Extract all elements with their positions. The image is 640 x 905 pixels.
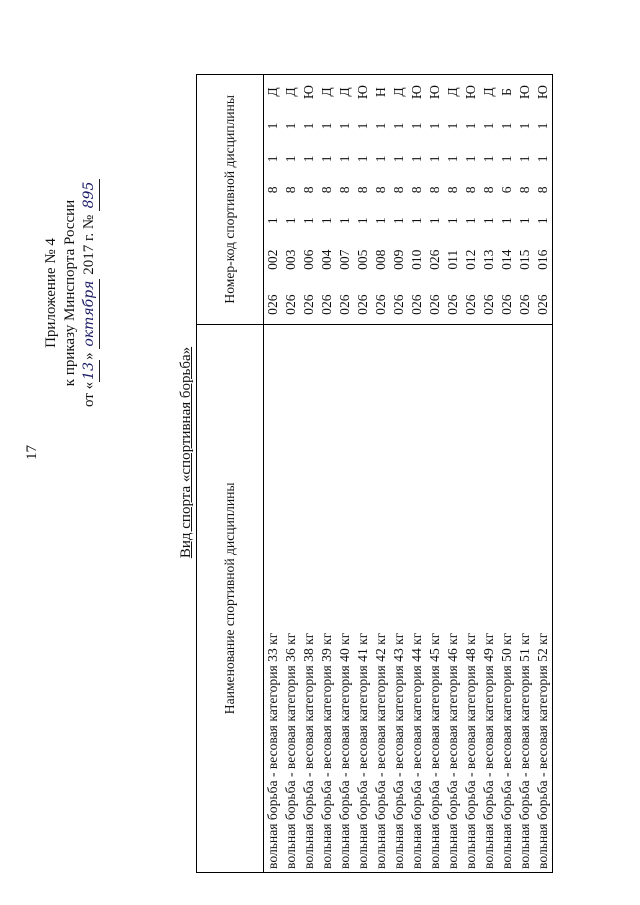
discipline-code-cell — [426, 75, 444, 325]
code-part: 016 — [535, 249, 550, 270]
code-part: 011 — [445, 249, 460, 270]
code-part: 003 — [283, 249, 298, 270]
code-part: 1 — [427, 155, 442, 163]
discipline-name-cell: вольная борьба - весовая категория 48 кг — [462, 324, 480, 872]
code-part: 026 — [409, 294, 424, 315]
code-part: 8 — [409, 186, 424, 194]
table-row — [282, 75, 300, 873]
discipline-name-cell: вольная борьба - весовая категория 39 кг — [318, 324, 336, 872]
code-parts — [354, 79, 372, 320]
code-part: 1 — [445, 217, 460, 225]
code-part: 013 — [481, 249, 496, 270]
table-row — [300, 75, 318, 873]
code-part: 1 — [535, 217, 550, 225]
code-part: 1 — [463, 155, 478, 163]
table-row — [462, 75, 480, 873]
code-part: 1 — [409, 122, 424, 130]
header-discipline-code: Номер-код спортивной дисциплины — [197, 75, 264, 325]
appendix-date-line — [80, 128, 100, 458]
code-part: 1 — [283, 217, 298, 225]
discipline-name-cell: вольная борьба - весовая категория 44 кг — [408, 324, 426, 872]
code-part: 1 — [463, 122, 478, 130]
code-part: 1 — [355, 122, 370, 130]
code-part: 8 — [427, 186, 442, 194]
code-part: 006 — [301, 249, 316, 270]
code-parts — [300, 79, 318, 320]
code-part: 1 — [517, 155, 532, 163]
table-row — [426, 75, 444, 873]
discipline-code-cell — [516, 75, 534, 325]
code-part: 8 — [265, 186, 280, 194]
code-part: 1 — [301, 155, 316, 163]
code-parts — [444, 79, 462, 320]
code-part: 026 — [517, 294, 532, 315]
code-parts — [534, 79, 552, 320]
code-part: 026 — [319, 294, 334, 315]
discipline-name-cell: вольная борьба - весовая категория 45 кг — [426, 324, 444, 872]
code-part: Д — [391, 87, 406, 97]
code-part: 8 — [481, 186, 496, 194]
code-part: 026 — [427, 249, 442, 270]
code-parts — [336, 79, 354, 320]
code-part: 1 — [391, 122, 406, 130]
appendix-order-ref: к приказу Минспорта России — [62, 199, 78, 387]
table-row — [534, 75, 553, 873]
discipline-code-cell — [264, 75, 283, 325]
table-row — [372, 75, 390, 873]
table-body — [264, 75, 553, 873]
code-part: 1 — [355, 217, 370, 225]
code-part: 1 — [499, 155, 514, 163]
code-part: 1 — [319, 217, 334, 225]
table-row — [408, 75, 426, 873]
discipline-name-cell: вольная борьба - весовая категория 40 кг — [336, 324, 354, 872]
appendix-title: Приложение № 4 — [43, 238, 59, 348]
code-part: 1 — [319, 122, 334, 130]
code-part: Ю — [427, 85, 442, 100]
code-part: 1 — [283, 122, 298, 130]
code-part: Ю — [301, 85, 316, 100]
code-part: 012 — [463, 249, 478, 270]
code-part: 1 — [337, 217, 352, 225]
code-part: 1 — [265, 122, 280, 130]
code-part: 1 — [481, 155, 496, 163]
code-part: 1 — [265, 155, 280, 163]
code-part: 1 — [319, 155, 334, 163]
code-part: 8 — [355, 186, 370, 194]
code-parts — [390, 79, 408, 320]
code-part: 002 — [265, 249, 280, 270]
code-part: 015 — [517, 249, 532, 270]
code-part: 026 — [355, 294, 370, 315]
sport-title: Вид спорта «спортивная борьба» — [178, 346, 194, 559]
header-discipline-name: Наименование спортивной дисциплины — [197, 324, 264, 872]
code-part: Б — [499, 88, 514, 96]
table-row — [516, 75, 534, 873]
code-part: 005 — [355, 249, 370, 270]
code-part: 1 — [391, 155, 406, 163]
code-part: 8 — [517, 186, 532, 194]
code-part: 1 — [301, 122, 316, 130]
code-part: 008 — [373, 249, 388, 270]
code-part: 8 — [337, 186, 352, 194]
code-parts — [318, 79, 336, 320]
code-part: 8 — [445, 186, 460, 194]
discipline-name-cell: вольная борьба - весовая категория 50 кг — [498, 324, 516, 872]
table-header-row — [197, 75, 264, 873]
code-part: Н — [373, 87, 388, 97]
table-row — [498, 75, 516, 873]
discipline-code-cell — [390, 75, 408, 325]
code-part: Д — [319, 87, 334, 97]
code-part: 1 — [535, 122, 550, 130]
code-part: 1 — [373, 122, 388, 130]
table-row — [480, 75, 498, 873]
discipline-name-cell: вольная борьба - весовая категория 49 кг — [480, 324, 498, 872]
discipline-code-cell — [372, 75, 390, 325]
code-part: 1 — [265, 217, 280, 225]
code-part: 1 — [427, 122, 442, 130]
code-part: 1 — [463, 217, 478, 225]
discipline-name-cell: вольная борьба - весовая категория 41 кг — [354, 324, 372, 872]
code-part: 014 — [499, 249, 514, 270]
handwritten-order-number: 895 — [80, 179, 100, 211]
table-row — [444, 75, 462, 873]
code-part: Ю — [355, 85, 370, 100]
code-part: 8 — [535, 186, 550, 194]
code-parts — [372, 79, 390, 320]
code-part: 8 — [283, 186, 298, 194]
code-part: 026 — [463, 294, 478, 315]
code-part: 8 — [463, 186, 478, 194]
page-number: 17 — [24, 445, 40, 460]
discipline-name-cell: вольная борьба - весовая категория 51 кг — [516, 324, 534, 872]
code-part: 1 — [337, 155, 352, 163]
code-part: 1 — [301, 217, 316, 225]
date-year-text: 2017 г. № — [81, 214, 97, 275]
discipline-code-cell — [534, 75, 553, 325]
code-parts — [408, 79, 426, 320]
date-prefix: от « — [81, 381, 97, 408]
code-part: 8 — [391, 186, 406, 194]
discipline-name-cell: вольная борьба - весовая категория 38 кг — [300, 324, 318, 872]
code-part: Д — [283, 87, 298, 97]
code-part: 026 — [283, 294, 298, 315]
code-parts — [480, 79, 498, 320]
discipline-code-cell — [480, 75, 498, 325]
code-part: Ю — [535, 85, 550, 100]
code-part: 1 — [517, 217, 532, 225]
code-part: 1 — [373, 155, 388, 163]
code-parts — [264, 79, 282, 320]
discipline-name-cell: вольная борьба - весовая категория 42 кг — [372, 324, 390, 872]
code-part: 8 — [319, 186, 334, 194]
discipline-code-cell — [408, 75, 426, 325]
code-part: Ю — [409, 85, 424, 100]
code-part: 026 — [265, 294, 280, 315]
table-row — [318, 75, 336, 873]
code-part: 1 — [499, 217, 514, 225]
code-part: 1 — [499, 122, 514, 130]
code-part: 1 — [373, 217, 388, 225]
appendix-block — [42, 128, 100, 458]
code-part: Д — [265, 87, 280, 97]
code-part: 1 — [517, 122, 532, 130]
code-part: Ю — [517, 85, 532, 100]
code-part: 1 — [427, 217, 442, 225]
code-part: 026 — [373, 294, 388, 315]
code-parts — [462, 79, 480, 320]
code-part: 004 — [319, 249, 334, 270]
discipline-code-cell — [336, 75, 354, 325]
code-part: 1 — [409, 217, 424, 225]
discipline-name-cell: вольная борьба - весовая категория 52 кг — [534, 324, 553, 872]
discipline-table — [196, 74, 553, 873]
code-part: Ю — [463, 85, 478, 100]
table-row — [390, 75, 408, 873]
code-part: 8 — [301, 186, 316, 194]
handwritten-day: 13 — [80, 360, 100, 382]
code-part: Д — [445, 87, 460, 97]
table-row — [264, 75, 283, 873]
handwritten-month: октября — [80, 279, 100, 349]
code-part: 026 — [535, 294, 550, 315]
code-part: 026 — [499, 294, 514, 315]
code-parts — [426, 79, 444, 320]
code-part: 1 — [337, 122, 352, 130]
code-part: Д — [481, 87, 496, 97]
code-part: 1 — [481, 217, 496, 225]
code-part: 1 — [409, 155, 424, 163]
discipline-code-cell — [300, 75, 318, 325]
table-row — [336, 75, 354, 873]
code-part: 009 — [391, 249, 406, 270]
code-part: 1 — [535, 155, 550, 163]
code-part: 1 — [445, 122, 460, 130]
code-part: 1 — [391, 217, 406, 225]
code-part: 8 — [373, 186, 388, 194]
code-part: 026 — [391, 294, 406, 315]
discipline-code-cell — [318, 75, 336, 325]
code-parts — [282, 79, 300, 320]
discipline-code-cell — [498, 75, 516, 325]
discipline-name-cell: вольная борьба - весовая категория 43 кг — [390, 324, 408, 872]
code-parts — [516, 79, 534, 320]
code-part: 026 — [337, 294, 352, 315]
discipline-code-cell — [444, 75, 462, 325]
code-part: 1 — [481, 122, 496, 130]
code-part: 010 — [409, 249, 424, 270]
code-part: Д — [337, 87, 352, 97]
code-part: 1 — [355, 155, 370, 163]
code-part: 6 — [499, 186, 514, 194]
code-part: 1 — [445, 155, 460, 163]
code-part: 026 — [481, 294, 496, 315]
discipline-name-cell: вольная борьба - весовая категория 33 кг — [264, 324, 283, 872]
discipline-code-cell — [354, 75, 372, 325]
code-part: 026 — [301, 294, 316, 315]
code-part: 026 — [445, 294, 460, 315]
discipline-code-cell — [462, 75, 480, 325]
discipline-code-cell — [282, 75, 300, 325]
date-quote-close: » — [81, 352, 97, 360]
table-row — [354, 75, 372, 873]
code-part: 007 — [337, 249, 352, 270]
discipline-name-cell: вольная борьба - весовая категория 36 кг — [282, 324, 300, 872]
code-parts — [498, 79, 516, 320]
code-part: 1 — [283, 155, 298, 163]
discipline-name-cell: вольная борьба - весовая категория 46 кг — [444, 324, 462, 872]
code-part: 026 — [427, 294, 442, 315]
